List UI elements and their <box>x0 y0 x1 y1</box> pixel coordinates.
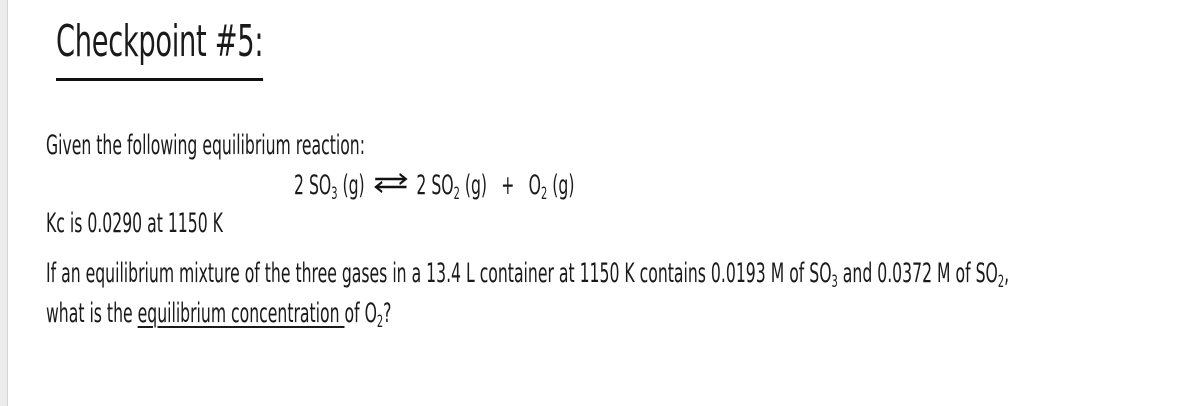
equilibrium-concentration-underlined: equilibrium concentration <box>137 298 345 329</box>
reactant-coefficient: 2 <box>294 170 304 201</box>
intro-text: Given the following equilibrium reaction: <box>46 130 365 161</box>
reactant-formula: SO <box>308 170 332 201</box>
question-line-1-part-a: If an equilibrium mixture of the three gases in a 13.4 L container at 1150 K contains 0.0193 M of SO <box>46 258 832 289</box>
product2-subscript: 2 <box>541 184 548 204</box>
product2-state: (g) <box>552 170 575 201</box>
reactant-state: (g) <box>342 170 365 201</box>
question-line-2-part-b: of O <box>344 298 377 329</box>
page-title: Checkpoint #5: <box>56 6 263 81</box>
kc-statement: Kc is 0.0290 at 1150 K <box>46 208 223 239</box>
so3-subscript: 3 <box>831 272 838 292</box>
question-line-1-part-b: and 0.0372 M of SO <box>837 258 998 289</box>
question-line-1 <box>46 256 1009 292</box>
product1-formula: SO <box>431 170 454 201</box>
question-line-2-part-c: ? <box>383 298 392 329</box>
so2-subscript: 2 <box>997 272 1005 292</box>
question-line-2-part-a: what is the <box>46 298 138 329</box>
reaction-equation <box>294 168 574 205</box>
question-line-2 <box>46 296 391 332</box>
product2-formula: O <box>528 170 542 201</box>
question-line-1-part-c: , <box>1004 258 1010 289</box>
plus-sign: + <box>501 170 515 201</box>
product1-subscript: 2 <box>453 184 460 204</box>
product1-coefficient: 2 <box>416 170 427 201</box>
o2-subscript: 2 <box>376 312 384 332</box>
equilibrium-arrows-icon <box>374 167 408 203</box>
reactant-subscript: 3 <box>331 184 338 204</box>
product1-state: (g) <box>464 170 488 201</box>
